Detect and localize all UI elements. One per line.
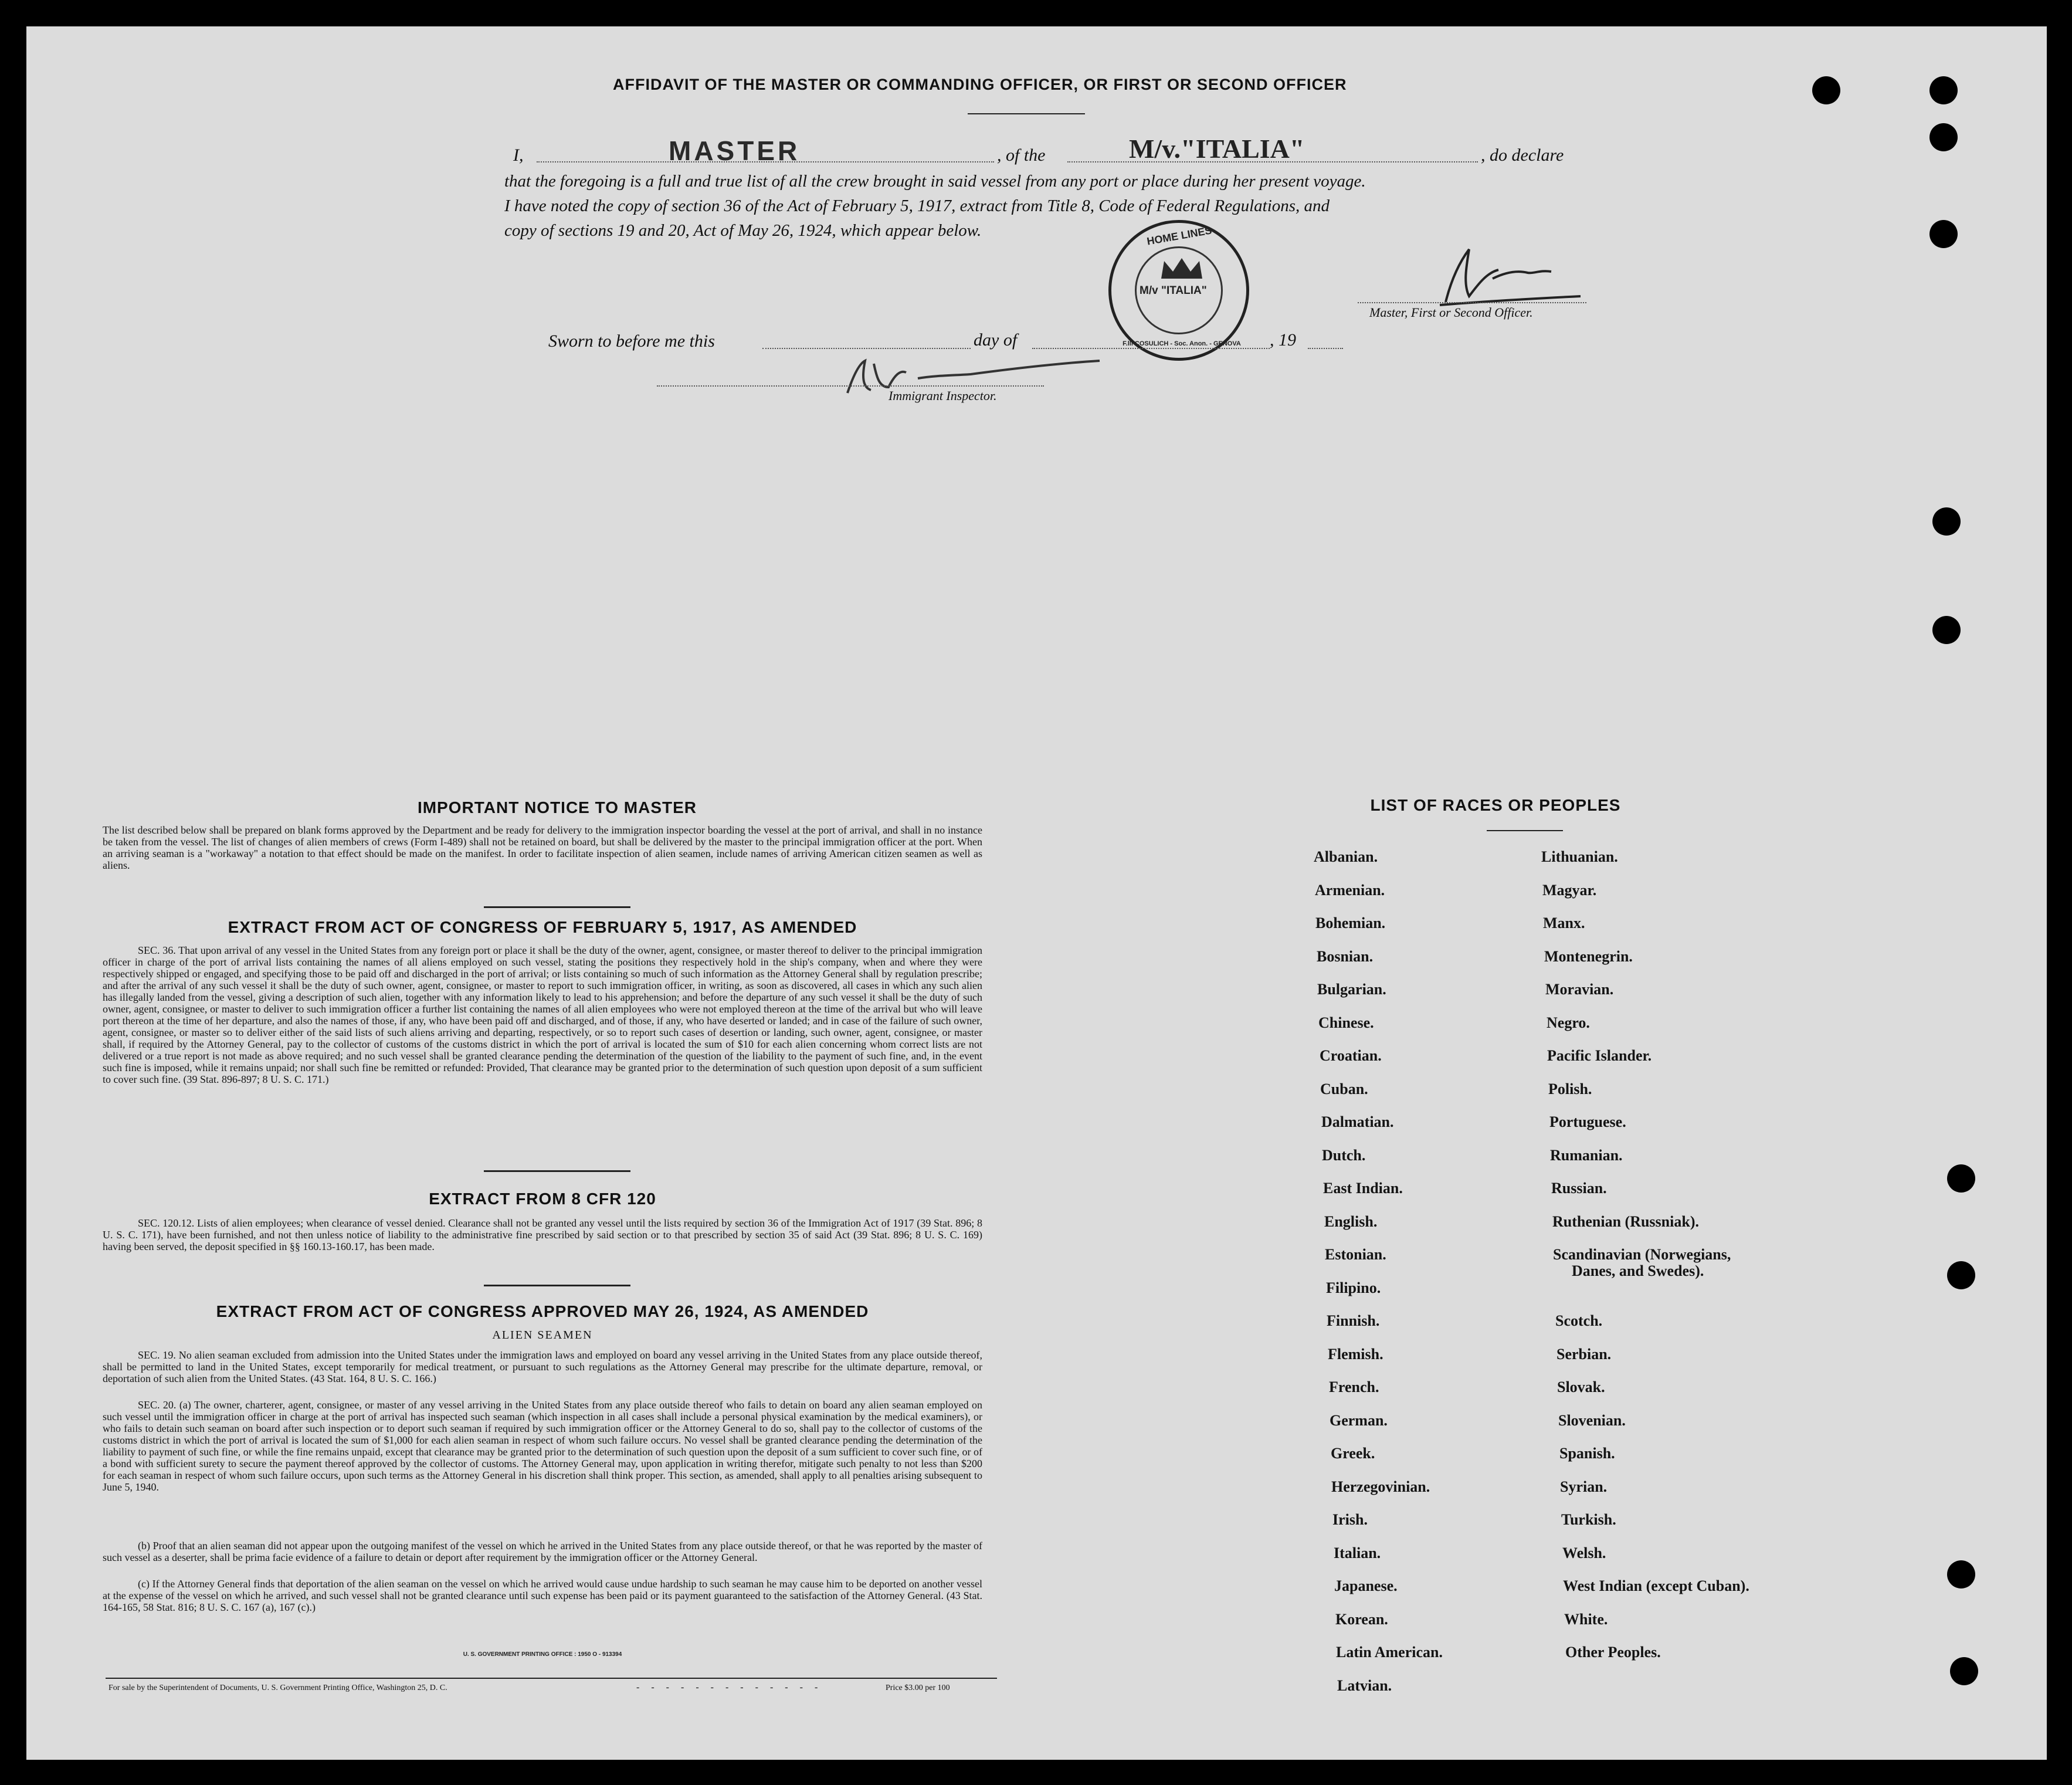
punch-hole <box>1929 76 1958 104</box>
race-item: Rumanian. <box>1550 1146 1623 1164</box>
punch-hole <box>1932 507 1961 536</box>
stamp-center-text: M/v "ITALIA" <box>1140 284 1207 297</box>
race-item: Russian. <box>1551 1180 1607 1197</box>
extract2-title: EXTRACT FROM 8 CFR 120 <box>429 1190 656 1208</box>
race-item: Manx. <box>1543 914 1585 932</box>
race-item: Flemish. <box>1328 1345 1383 1363</box>
year-label: , 19 <box>1270 330 1296 350</box>
sec20c-text: (c) If the Attorney General finds that deportation of the alien seaman on the vessel on which he arrived would cause undue hardship to such seaman he may cause him to be deported on another vessel at the expense of the vessel on which he arrived, and such vessel shall not be granted clearance until such expense has been paid or its payment guaranteed to the satisfaction of the Attorney General. (43 Stat. 164-165, 58 Stat. 816; 8 U. S. C. 167 (a), 167 (c).) <box>103 1578 982 1613</box>
race-item: Greek. <box>1331 1445 1375 1462</box>
race-item: Syrian. <box>1560 1478 1608 1495</box>
affidavit-title: AFFIDAVIT OF THE MASTER OR COMMANDING OFFICER, OR FIRST OR SECOND OFFICER <box>613 76 1347 93</box>
race-item: French. <box>1329 1378 1379 1396</box>
title-underline <box>968 113 1085 114</box>
race-item: Turkish. <box>1561 1511 1616 1528</box>
divider <box>484 906 630 908</box>
inspector-sig-line <box>657 385 1044 387</box>
race-item: West Indian (except Cuban). <box>1563 1577 1749 1594</box>
company-stamp <box>1108 220 1249 361</box>
affidavit-i-label: I, <box>513 145 524 165</box>
master-sig-line <box>1358 302 1586 303</box>
crown-icon <box>1158 255 1205 282</box>
race-item: White. <box>1564 1610 1608 1628</box>
footer-price: Price $3.00 per 100 <box>886 1684 950 1692</box>
race-item: Irish. <box>1332 1511 1368 1528</box>
notice-text: The list described below shall be prepared on blank forms approved by the Department and be ready for delivery to the immigration inspector boarding the vessel at the port of arrival, and shall in no instance be taken from the vessel. The list of changes of alien members of crews (Form I-489) shall not be retained on board, but shall be delivered by the master to the principal immigration officer at the port. When an arriving seaman is a "workaway" a notation to that effect should be made on the manifest. In order to facilitate inspection of alien seamen, include names of arriving American citizen seamen as well as aliens. <box>103 824 982 871</box>
race-item: Serbian. <box>1556 1345 1612 1363</box>
race-item: Albanian. <box>1314 848 1378 865</box>
race-item: Slovak. <box>1557 1378 1605 1396</box>
day-of-label: day of <box>974 330 1018 350</box>
footer-left: For sale by the Superintendent of Documents, U. S. Government Printing Office, Washington 25, D. C. <box>108 1684 447 1692</box>
do-declare-label: , do declare <box>1481 145 1564 165</box>
punch-hole <box>1950 1657 1978 1685</box>
extract3-title: EXTRACT FROM ACT OF CONGRESS APPROVED MAY 26, 1924, AS AMENDED <box>216 1302 869 1320</box>
race-item: Bosnian. <box>1317 947 1374 965</box>
punch-hole <box>1947 1164 1975 1193</box>
sworn-date-line <box>762 348 971 349</box>
footer-rule <box>106 1678 997 1679</box>
affidavit-line-4: copy of sections 19 and 20, Act of May 26, 1924, which appear below. <box>504 221 982 240</box>
race-item: German. <box>1330 1411 1388 1429</box>
race-item: Ruthenian (Russniak). <box>1552 1212 1699 1230</box>
stamp-bottom-text: F.lli COSULICH - Soc. Anon. - GENOVA <box>1123 340 1241 347</box>
race-item: Bulgarian. <box>1317 981 1386 998</box>
of-the-label: , of the <box>997 145 1046 165</box>
race-item: Chinese. <box>1318 1014 1374 1031</box>
race-item: Bohemian. <box>1315 914 1386 932</box>
punch-hole <box>1929 123 1958 151</box>
race-item: Slovenian. <box>1558 1411 1626 1429</box>
filled-rank: MASTER <box>669 136 801 166</box>
race-item: Welsh. <box>1562 1544 1606 1562</box>
race-item: Montenegrin. <box>1544 947 1633 965</box>
punch-hole <box>1929 220 1958 248</box>
race-item: Portuguese. <box>1549 1113 1626 1130</box>
gpo-imprint: U. S. GOVERNMENT PRINTING OFFICE : 1950 O - 913394 <box>463 1651 622 1658</box>
race-item: Magyar. <box>1542 881 1597 899</box>
race-item: Korean. <box>1335 1610 1388 1628</box>
divider <box>484 1170 630 1172</box>
race-item: Herzegovinian. <box>1331 1478 1430 1495</box>
race-item: Negro. <box>1547 1014 1590 1031</box>
master-sig-caption: Master, First or Second Officer. <box>1369 305 1533 320</box>
race-item: Pacific Islander. <box>1547 1047 1652 1064</box>
race-item: Italian. <box>1334 1544 1381 1562</box>
race-item: Japanese. <box>1334 1577 1398 1594</box>
month-line <box>1032 348 1270 349</box>
stamp-top-text: HOME LINES <box>1146 224 1213 248</box>
punch-hole <box>1812 76 1840 104</box>
sworn-label: Sworn to before me this <box>548 331 715 351</box>
extract1-text: SEC. 36. That upon arrival of any vessel in the United States from any foreign port or place it shall be the duty of the owner, agent, consignee, or master thereof to deliver to the principal immigration officer in charge of the port of arrival lists containing the names of all aliens employed on such vessel, stating the positions they respectively hold in the ship's company, when and where they were respectively shipped or engaged, and specifying those to be paid off and discharged in the port of arrival; or lists containing so much of such information as the Attorney General shall by regulation prescribe; and after the arrival of any such vessel it shall be the duty of such owner, agent, consignee, or master to report to such immigration officer, in writing, as soon as discovered, all cases in which any such alien has illegally landed from the vessel, giving a description of such alien, together with any information likely to lead to his apprehension; and before the departure of any such vessel it shall be the duty of such owner, agent, consignee, or master to deliver to such immigration officer a further list containing the names of all alien employees who were not employed thereon at the time of the arrival but who will leave port thereon at the time of her departure, and also the names of those, if any, who have been paid off and discharged, and of those, if any, who have deserted or landed; and in case of the failure of such owner, agent, consignee, or master so to deliver either of the said lists of such aliens arriving and departing, respectively, or so to report such cases of desertion or landing, such owner, agent, consignee, or master shall, if required by the Attorney General, pay to the collector of customs of the customs district in which the port of arrival is located the sum of $10 for each alien concerning whom correct lists are not delivered or a true report is not made as above required; and no such vessel shall be granted clearance pending the determination of the question of the liability to the payment of such fine, and, in the event such fine is imposed, while it remains unpaid; nor shall such fine be remitted or refunded: Provided, That clearance may be granted prior to the determination of such question upon deposit of a sum sufficient to cover such fine. (39 Stat. 896-897; 8 U. S. C. 171.) <box>103 944 982 1085</box>
race-item: Cuban. <box>1320 1080 1368 1098</box>
race-item: Filipino. <box>1326 1279 1381 1296</box>
race-item: Latin American. <box>1336 1644 1443 1661</box>
sec19-text: SEC. 19. No alien seaman excluded from admission into the United States under the immigration laws and employed on board any vessel arriving in the United States from any place outside thereof, shall be permitted to land in the United States, except temporarily for medical treatment, or pursuant to such regulations as the Attorney General may prescribe for the ultimate departure, removal, or deportation of such alien from the United States. (43 Stat. 164, 8 U. S. C. 166.) <box>103 1349 982 1384</box>
race-item: Dutch. <box>1322 1146 1366 1164</box>
race-item: Estonian. <box>1325 1246 1386 1263</box>
extract3-subtitle: ALIEN SEAMEN <box>492 1329 593 1342</box>
race-item: Spanish. <box>1559 1445 1615 1462</box>
sec20a-text: SEC. 20. (a) The owner, charterer, agent, consignee, or master of any vessel arriving in the United States from any place outside thereof who fails to detain on board any alien seaman employed on such vessel until the immigration officer in charge at the port of arrival has inspected such seaman (which inspection in all cases shall include a personal physical examination by the medical examiners), or who fails to detain such seaman on board after such inspection or to deport such seaman if required by such immigration officer or the Attorney General to do so, shall pay to the collector of customs of the customs district in which the port of arrival is located the sum of $1,000 for each alien seaman in respect of whom such failure occurs. No vessel shall be granted clearance pending the determination of the liability to payment of such fine, or while the fine remains unpaid, except that clearance may be granted prior to the determination of such question upon the deposit of a sum sufficient to cover such fine, or of a bond with sufficient surety to secure the payment thereof approved by the collector of customs. The Attorney General may, upon application in writing therefor, mitigate such penalty to not less than $200 for each seaman in respect of whom such failure occurs, upon such terms as the Attorney General in his discretion shall think proper. This section, as amended, shall apply to all penalties arising subsequent to June 5, 1940. <box>103 1399 982 1493</box>
races-title-underline <box>1487 830 1563 831</box>
divider <box>484 1285 630 1286</box>
races-title: LIST OF RACES OR PEOPLES <box>1370 796 1621 814</box>
punch-hole <box>1932 616 1961 644</box>
affidavit-line-3: I have noted the copy of section 36 of the Act of February 5, 1917, extract from Title 8, Code of Federal Regulations, and <box>504 197 1330 215</box>
footer-dots: - - - - - - - - - - - - - <box>636 1682 823 1692</box>
inspector-caption: Immigrant Inspector. <box>889 388 997 403</box>
race-item: Moravian. <box>1545 981 1614 998</box>
race-item: Scotch. <box>1555 1312 1603 1329</box>
race-item: Dalmatian. <box>1321 1113 1394 1130</box>
race-item: English. <box>1324 1212 1378 1230</box>
sec20b-text: (b) Proof that an alien seaman did not appear upon the outgoing manifest of the vessel on which he arrived in the United States from any place outside thereof, or that he was reported by the master of such vessel as a deserter, shall be prima facie evidence of a failure to detain or deport after requirement by the immigration officer or the Attorney General. <box>103 1540 982 1563</box>
extract1-title: EXTRACT FROM ACT OF CONGRESS OF FEBRUARY 5, 1917, AS AMENDED <box>228 918 857 936</box>
extract2-text: SEC. 120.12. Lists of alien employees; when clearance of vessel denied. Clearance shall not be granted any vessel until the lists required by section 36 of the Immigration Act of 1917 (39 Stat. 896; 8 U. S. C. 171), have been furnished, and not then unless notice of liability to the administrative fine prescribed by said section or to that prescribed by section 35 of said Act (39 Stat. 896; 8 U. S. C. 169) having been served, the deposit specified in §§ 160.13-160.17, has been made. <box>103 1217 982 1252</box>
race-item: Scandinavian (Norwegians, <box>1553 1246 1731 1263</box>
race-item: Lithuanian. <box>1541 848 1618 865</box>
race-item: Danes, and Swedes). <box>1572 1262 1704 1279</box>
race-item: Croatian. <box>1320 1047 1382 1064</box>
race-item: Latvian. <box>1337 1676 1392 1694</box>
punch-hole <box>1947 1560 1975 1588</box>
race-item: Polish. <box>1548 1080 1592 1098</box>
document-page <box>26 26 2047 1760</box>
filled-vessel: M/v."ITALIA" <box>1129 134 1305 164</box>
race-item: Finnish. <box>1327 1312 1380 1329</box>
race-item: Other Peoples. <box>1565 1644 1661 1661</box>
race-item: East Indian. <box>1323 1180 1403 1197</box>
notice-title: IMPORTANT NOTICE TO MASTER <box>417 798 697 817</box>
race-item: Armenian. <box>1315 881 1385 899</box>
affidavit-line-2: that the foregoing is a full and true list of all the crew brought in said vessel from any port or place during her present voyage. <box>504 172 1366 191</box>
year-line <box>1308 348 1343 349</box>
punch-hole <box>1947 1261 1975 1289</box>
